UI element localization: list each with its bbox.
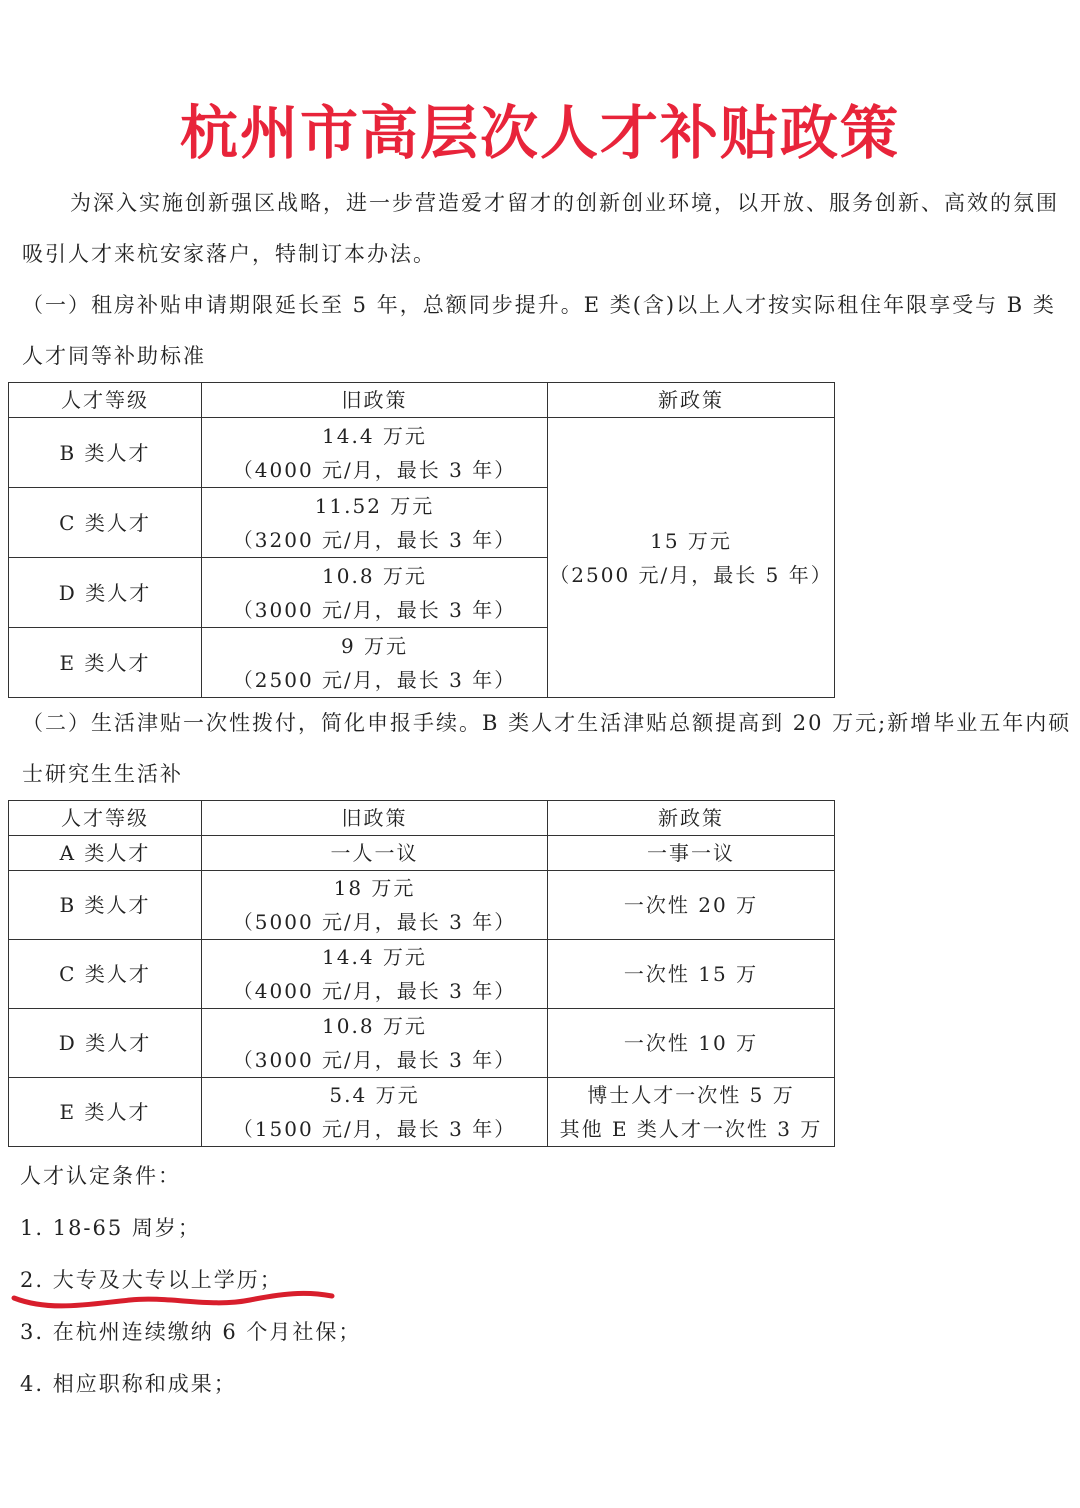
old-policy-cell xyxy=(202,1009,548,1078)
table-row xyxy=(9,418,835,488)
old-amount: 9 万元 xyxy=(340,633,409,658)
old-policy-cell xyxy=(202,558,548,628)
condition-item: 3. 在杭州连续缴纳 6 个月社保； xyxy=(20,1320,362,1344)
section2-paragraph: （二）生活津贴一次性拨付，简化申报手续。B 类人才生活津贴总额提高到 20 万元;新增毕业五年内硕士研究生生活补 xyxy=(22,711,1072,786)
old-detail: （4000 元/月，最长 3 年） xyxy=(232,457,517,482)
level-cell: D 类人才 xyxy=(9,558,202,628)
rent-subsidy-table xyxy=(8,382,835,698)
level-cell: E 类人才 xyxy=(9,1078,202,1147)
underline-stroke xyxy=(14,1293,332,1306)
table-row xyxy=(9,1078,835,1147)
new-detail: （2500 元/月，最长 5 年） xyxy=(549,562,833,587)
old-amount: 10.8 万元 xyxy=(322,563,427,588)
table-row xyxy=(9,836,835,871)
old-amount: 10.8 万元 xyxy=(322,1014,427,1038)
table-row xyxy=(9,1009,835,1078)
level-cell: C 类人才 xyxy=(9,940,202,1009)
new-policy-cell: 一次性 20 万 xyxy=(548,871,835,940)
level-cell: E 类人才 xyxy=(9,628,202,698)
condition-item: 4. 相应职称和成果； xyxy=(20,1372,237,1396)
old-detail: （4000 元/月，最长 3 年） xyxy=(232,979,517,1003)
level-cell: A 类人才 xyxy=(9,836,202,871)
old-amount: 14.4 万元 xyxy=(322,945,427,969)
old-policy-cell xyxy=(202,628,548,698)
handwritten-underline xyxy=(10,1286,340,1316)
old-amount: 11.52 万元 xyxy=(314,493,435,518)
new-detail-other: 其他 E 类人才一次性 3 万 xyxy=(559,1117,823,1141)
table-row xyxy=(9,871,835,940)
old-detail: （2500 元/月，最长 3 年） xyxy=(232,667,517,692)
conditions-heading: 人才认定条件： xyxy=(20,1164,181,1188)
level-cell: B 类人才 xyxy=(9,418,202,488)
old-detail: （3000 元/月，最长 3 年） xyxy=(232,597,517,622)
old-policy-cell xyxy=(202,940,548,1009)
new-policy-cell xyxy=(548,418,835,698)
header-new-policy: 新政策 xyxy=(548,801,835,836)
new-policy-cell: 一次性 15 万 xyxy=(548,940,835,1009)
old-detail: （3000 元/月，最长 3 年） xyxy=(232,1048,517,1072)
level-cell: C 类人才 xyxy=(9,488,202,558)
header-level: 人才等级 xyxy=(9,383,202,418)
old-detail: （3200 元/月，最长 3 年） xyxy=(232,527,517,552)
header-old-policy: 旧政策 xyxy=(202,801,548,836)
level-cell: D 类人才 xyxy=(9,1009,202,1078)
table-header-row xyxy=(9,383,835,418)
old-detail: （1500 元/月，最长 3 年） xyxy=(232,1117,517,1141)
table-row xyxy=(9,940,835,1009)
condition-item: 1. 18-65 周岁； xyxy=(20,1216,201,1240)
table-header-row xyxy=(9,801,835,836)
old-policy-cell: 一人一议 xyxy=(202,836,548,871)
old-policy-cell xyxy=(202,488,548,558)
old-amount: 5.4 万元 xyxy=(329,1083,420,1107)
new-amount: 15 万元 xyxy=(650,528,732,553)
condition-item: 2. 大专及大专以上学历； xyxy=(20,1268,283,1292)
intro-paragraph: 为深入实施创新强区战略，进一步营造爱才留才的创新创业环境，以开放、服务创新、高效的氛围吸引人才来杭安家落户，特制订本办法。 xyxy=(22,191,1059,266)
old-detail: （5000 元/月，最长 3 年） xyxy=(232,910,517,934)
header-old-policy: 旧政策 xyxy=(202,383,548,418)
new-policy-cell: 一事一议 xyxy=(548,836,835,871)
level-cell: B 类人才 xyxy=(9,871,202,940)
old-amount: 14.4 万元 xyxy=(322,423,427,448)
new-policy-cell: 一次性 10 万 xyxy=(548,1009,835,1078)
section1-paragraph: （一）租房补贴申请期限延长至 5 年，总额同步提升。E 类(含)以上人才按实际租住年限享受与 B 类人才同等补助标准 xyxy=(22,293,1056,368)
new-policy-cell xyxy=(548,1078,835,1147)
old-policy-cell xyxy=(202,871,548,940)
header-new-policy: 新政策 xyxy=(548,383,835,418)
page-title: 杭州市高层次人才补贴政策 xyxy=(179,99,900,167)
header-level: 人才等级 xyxy=(9,801,202,836)
new-detail-doctor: 博士人才一次性 5 万 xyxy=(587,1083,795,1107)
old-policy-cell xyxy=(202,1078,548,1147)
old-policy-cell xyxy=(202,418,548,488)
old-amount: 18 万元 xyxy=(333,876,416,900)
living-allowance-table xyxy=(8,800,835,1147)
